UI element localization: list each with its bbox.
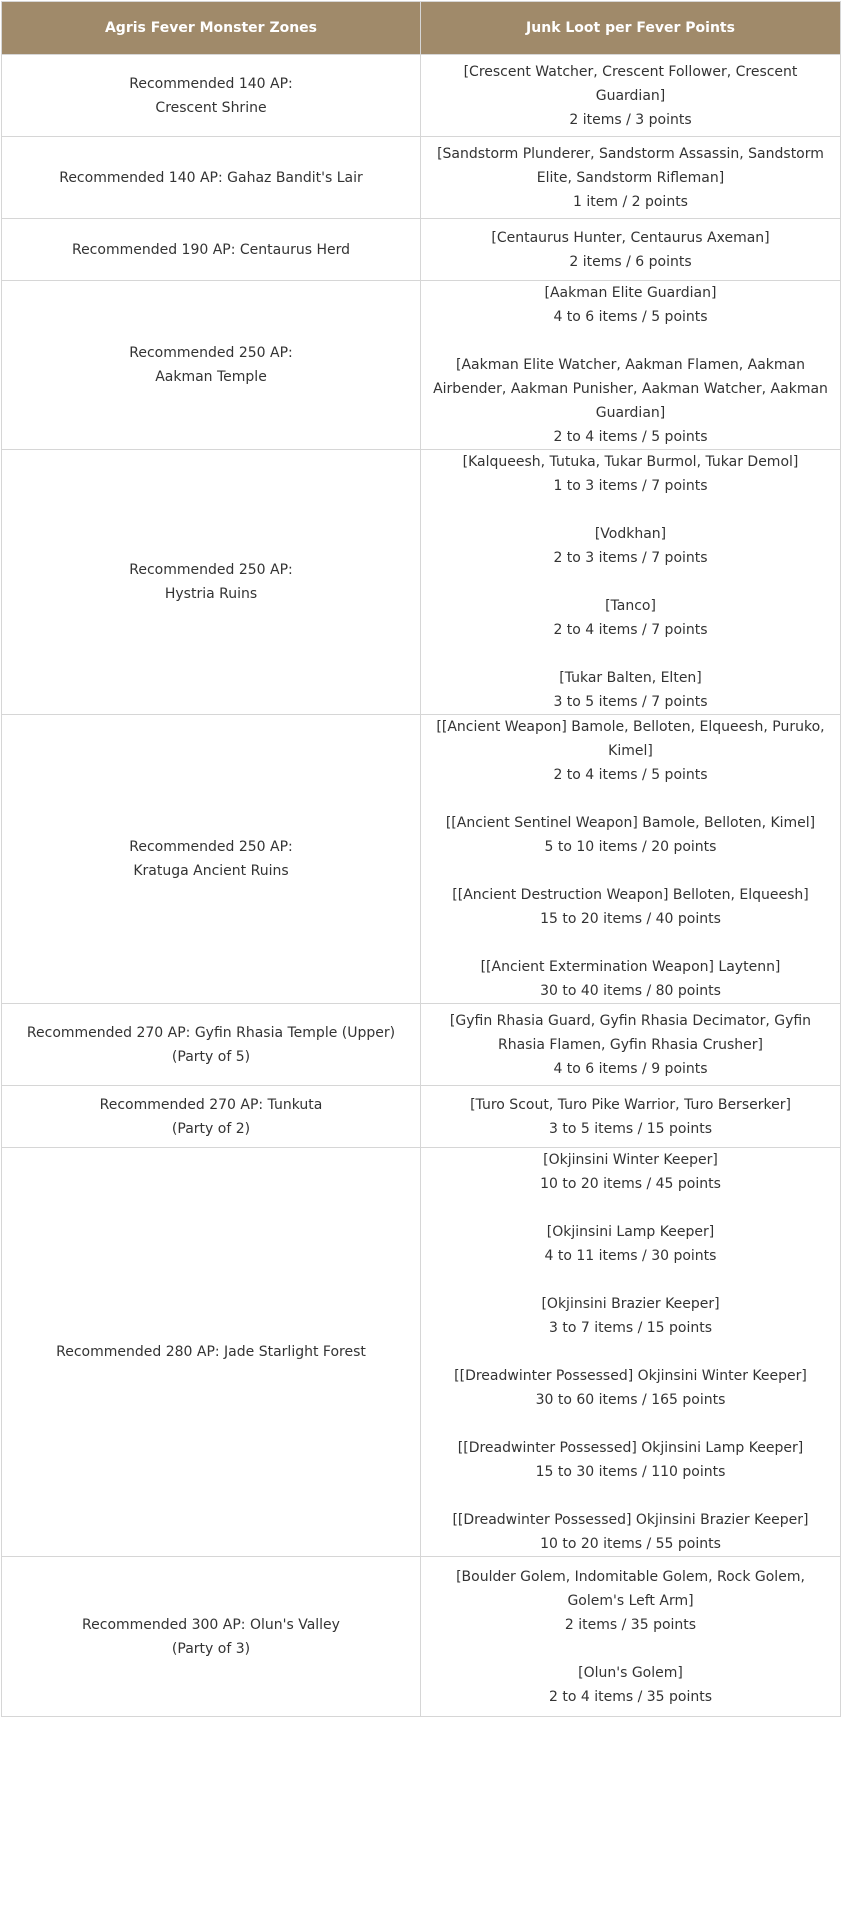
loot-entry	[433, 1661, 828, 1709]
loot-points: 4 to 6 items / 5 points	[553, 309, 708, 325]
zone-text: Recommended 270 AP: Gyfin Rhasia Temple (Upper)	[26, 1024, 396, 1041]
zone-text: Recommended 300 AP: Olun's Valley	[82, 1616, 340, 1633]
loot-cell	[421, 281, 841, 450]
loot-points: 2 items / 3 points	[569, 111, 692, 128]
loot-entry	[433, 1436, 828, 1484]
loot-points: 30 to 40 items / 80 points	[540, 983, 721, 999]
loot-points: 2 items / 6 points	[569, 253, 692, 270]
table-row	[2, 281, 841, 450]
monster-list: [[Ancient Destruction Weapon] Belloten, Elqueesh]	[452, 887, 809, 903]
monster-list: [Centaurus Hunter, Centaurus Axeman]	[491, 229, 770, 246]
table-row	[2, 55, 841, 137]
table-row	[2, 1004, 841, 1086]
loot-points: 2 items / 35 points	[564, 1616, 697, 1633]
table-row	[2, 1557, 841, 1717]
loot-entry	[433, 955, 828, 1003]
zone-text: (Party of 2)	[171, 1120, 251, 1137]
loot-cell	[421, 219, 841, 281]
column-header-zones: Agris Fever Monster Zones	[2, 2, 421, 55]
loot-entry	[433, 281, 828, 329]
loot-points: 2 to 4 items / 35 points	[548, 1688, 713, 1705]
loot-entry	[433, 1093, 828, 1141]
loot-entry	[433, 1565, 828, 1637]
zone-cell	[2, 281, 421, 450]
loot-entry	[433, 142, 828, 214]
monster-list: [Turo Scout, Turo Pike Warrior, Turo Berserker]	[470, 1096, 791, 1113]
monster-list: [[Dreadwinter Possessed] Okjinsini Lamp Keeper]	[457, 1440, 804, 1456]
monster-list: [Gyfin Rhasia Guard, Gyfin Rhasia Decimator, Gyfin	[449, 1012, 812, 1029]
zone-text: (Party of 5)	[171, 1048, 251, 1065]
table-row	[2, 450, 841, 715]
zone-text: Recommended 280 AP: Jade Starlight Forest	[56, 1344, 366, 1360]
monster-list: Golem's Left Arm]	[567, 1592, 694, 1609]
monster-list: [Boulder Golem, Indomitable Golem, Rock Golem,	[456, 1568, 805, 1585]
monster-list: [Okjinsini Brazier Keeper]	[541, 1296, 720, 1312]
loot-points: 15 to 20 items / 40 points	[540, 911, 721, 927]
zone-cell	[2, 450, 421, 715]
loot-cell	[421, 450, 841, 715]
zone-cell	[2, 137, 421, 219]
zone-cell	[2, 715, 421, 1004]
loot-points: 2 to 3 items / 7 points	[553, 550, 708, 566]
monster-list: [Okjinsini Lamp Keeper]	[546, 1224, 715, 1240]
table-row	[2, 137, 841, 219]
monster-list: [[Dreadwinter Possessed] Okjinsini Brazier Keeper]	[452, 1512, 809, 1528]
column-header-loot: Junk Loot per Fever Points	[421, 2, 841, 55]
loot-entry	[433, 1220, 828, 1268]
monster-list: Airbender, Aakman Punisher, Aakman Watcher, Aakman	[433, 381, 828, 397]
monster-list: [Aakman Elite Guardian]	[544, 285, 717, 301]
monster-list: Elite, Sandstorm Rifleman]	[536, 169, 725, 186]
loot-entry	[433, 811, 828, 859]
loot-points: 2 to 4 items / 7 points	[553, 622, 708, 638]
loot-cell	[421, 55, 841, 137]
zone-text: Hystria Ruins	[164, 586, 258, 602]
loot-entry	[433, 353, 828, 449]
loot-points: 10 to 20 items / 45 points	[540, 1176, 721, 1192]
loot-points: 2 to 4 items / 5 points	[553, 767, 708, 783]
fever-loot-table	[1, 1, 841, 1717]
monster-list: Kimel]	[608, 743, 653, 759]
table-row	[2, 1086, 841, 1148]
loot-points: 5 to 10 items / 20 points	[544, 839, 717, 855]
loot-cell	[421, 1086, 841, 1148]
zone-text: (Party of 3)	[171, 1640, 251, 1657]
monster-list: [[Ancient Sentinel Weapon] Bamole, Belloten, Kimel]	[445, 815, 816, 831]
table-row	[2, 715, 841, 1004]
loot-entry	[433, 226, 828, 274]
monster-list: Guardian]	[595, 87, 666, 104]
monster-list: [[Ancient Extermination Weapon] Laytenn]	[480, 959, 781, 975]
monster-list: [Vodkhan]	[594, 526, 667, 542]
loot-entry	[433, 1364, 828, 1412]
loot-entry	[433, 1009, 828, 1081]
loot-entry	[433, 450, 828, 498]
loot-points: 2 to 4 items / 5 points	[553, 429, 708, 445]
zone-text: Aakman Temple	[155, 369, 267, 385]
loot-points: 4 to 6 items / 9 points	[553, 1060, 708, 1077]
zone-text: Recommended 250 AP:	[129, 345, 293, 361]
table-row	[2, 1148, 841, 1557]
loot-cell	[421, 1557, 841, 1717]
monster-list: [Sandstorm Plunderer, Sandstorm Assassin, Sandstorm	[437, 145, 824, 162]
monster-list: [[Ancient Weapon] Bamole, Belloten, Elqueesh, Puruko,	[436, 719, 825, 735]
zone-cell	[2, 219, 421, 281]
loot-entry	[433, 666, 828, 714]
monster-list: [[Dreadwinter Possessed] Okjinsini Winter Keeper]	[454, 1368, 807, 1384]
zone-cell	[2, 1086, 421, 1148]
loot-cell	[421, 137, 841, 219]
zone-cell	[2, 1557, 421, 1717]
zone-text: Kratuga Ancient Ruins	[133, 863, 289, 879]
monster-list: [Olun's Golem]	[578, 1664, 683, 1681]
loot-points: 30 to 60 items / 165 points	[535, 1392, 726, 1408]
loot-cell	[421, 1004, 841, 1086]
zone-text: Recommended 250 AP:	[129, 839, 293, 855]
zone-text: Recommended 270 AP: Tunkuta	[99, 1096, 323, 1113]
loot-points: 3 to 5 items / 15 points	[548, 1120, 713, 1137]
zone-text: Recommended 250 AP:	[129, 562, 293, 578]
loot-entry	[433, 60, 828, 132]
loot-entry	[433, 1148, 828, 1196]
loot-points: 10 to 20 items / 55 points	[540, 1536, 721, 1552]
zone-text: Recommended 190 AP: Centaurus Herd	[71, 241, 351, 258]
monster-list: [Tukar Balten, Elten]	[559, 670, 702, 686]
loot-points: 3 to 7 items / 15 points	[548, 1320, 713, 1336]
zone-text: Crescent Shrine	[155, 99, 267, 116]
loot-points: 1 item / 2 points	[573, 193, 688, 210]
loot-points: 1 to 3 items / 7 points	[553, 478, 708, 494]
zone-text: Recommended 140 AP: Gahaz Bandit's Lair	[59, 169, 363, 186]
loot-entry	[433, 883, 828, 931]
zone-cell	[2, 1148, 421, 1557]
loot-points: 4 to 11 items / 30 points	[544, 1248, 717, 1264]
loot-entry	[433, 715, 828, 787]
monster-list: [Tanco]	[605, 598, 656, 614]
monster-list: [Okjinsini Winter Keeper]	[543, 1152, 718, 1168]
zone-text: Recommended 140 AP:	[129, 75, 293, 92]
table-row	[2, 219, 841, 281]
loot-cell	[421, 715, 841, 1004]
loot-points: 15 to 30 items / 110 points	[535, 1464, 726, 1480]
loot-entry	[433, 594, 828, 642]
monster-list: [Kalqueesh, Tutuka, Tukar Burmol, Tukar Demol]	[462, 454, 799, 470]
monster-list: Rhasia Flamen, Gyfin Rhasia Crusher]	[497, 1036, 763, 1053]
zone-cell	[2, 55, 421, 137]
zone-cell	[2, 1004, 421, 1086]
monster-list: [Crescent Watcher, Crescent Follower, Crescent	[463, 63, 798, 80]
loot-entry	[433, 1508, 828, 1556]
loot-entry	[433, 522, 828, 570]
monster-list: Guardian]	[595, 405, 666, 421]
header-row	[2, 2, 841, 55]
table-body	[2, 55, 841, 1717]
loot-points: 3 to 5 items / 7 points	[553, 694, 708, 710]
loot-entry	[433, 1292, 828, 1340]
loot-cell	[421, 1148, 841, 1557]
monster-list: [Aakman Elite Watcher, Aakman Flamen, Aakman	[455, 357, 805, 373]
